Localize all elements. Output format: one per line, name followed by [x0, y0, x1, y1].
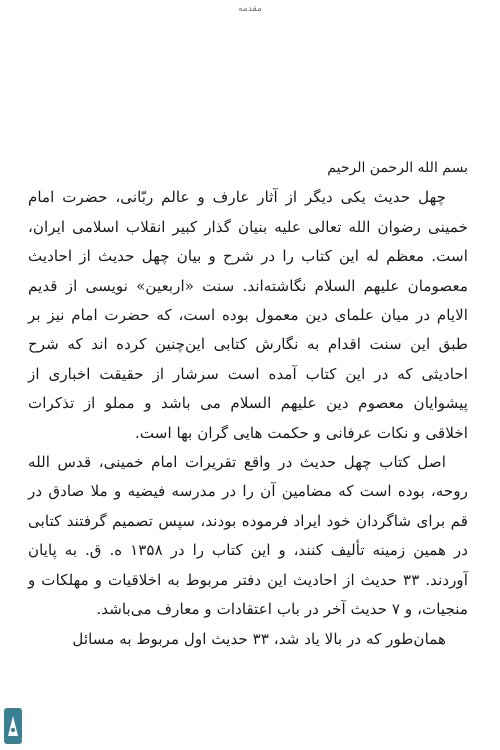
paragraph-3: همان‌طور که در بالا یاد شد، ۳۳ حدیث اول مربوط به مسائل: [72, 629, 446, 648]
publisher-logo-icon: [2, 706, 24, 746]
running-header: مقدمه: [238, 4, 262, 14]
page-body: [28, 154, 468, 654]
paragraph-1: چهل حدیث یکی دیگر از آثار عارف و عالم ربّانی، حضرت امام خمینی رضوان الله تعالی علیه بنیان گذار کبیر انقلاب اسلامی ایران، است. معظم له این کتاب را در شرح و بیان چهل حدیث از احادیث معصومان علیهم السلام نگاشته‌اند. سنت «اربعین» نویسی از قدیم الایام در میان علمای دین معمول بوده است، که حضرت امام نیز بر طبق این سنت اقدام به نگارش کتابی این‌چنین کرده اند که شرح احادیثی که در این کتاب آمده است سرشار از حقیقت اخباری از پیشوایان معصوم دین علیهم السلام می باشد و مملو از تذکرات اخلاقی و نکات عرفانی و حکمت هایی گران بها است.: [28, 188, 468, 442]
bismillah: بسم الله الرحمن الرحیم: [327, 160, 468, 176]
paragraph-2: اصل کتاب چهل حدیث در واقع تقریرات امام خمینی، قدس الله روحه، بوده است که مضامین آن را در مدرسه فیضیه و ملا صادق در قم برای شاگردان خود ایراد فرموده بودند، سپس تصمیم گرفتند کتابی در همین زمینه تألیف کنند، و این کتاب را در ۱۳۵۸ ه. ق. به پایان آوردند. ۳۳ حدیث از احادیث این دفتر مربوط به اخلاقیات و مهلکات و منجیات، و ۷ حدیث آخر در باب اعتقادات و معارف می‌باشد.: [28, 453, 468, 619]
